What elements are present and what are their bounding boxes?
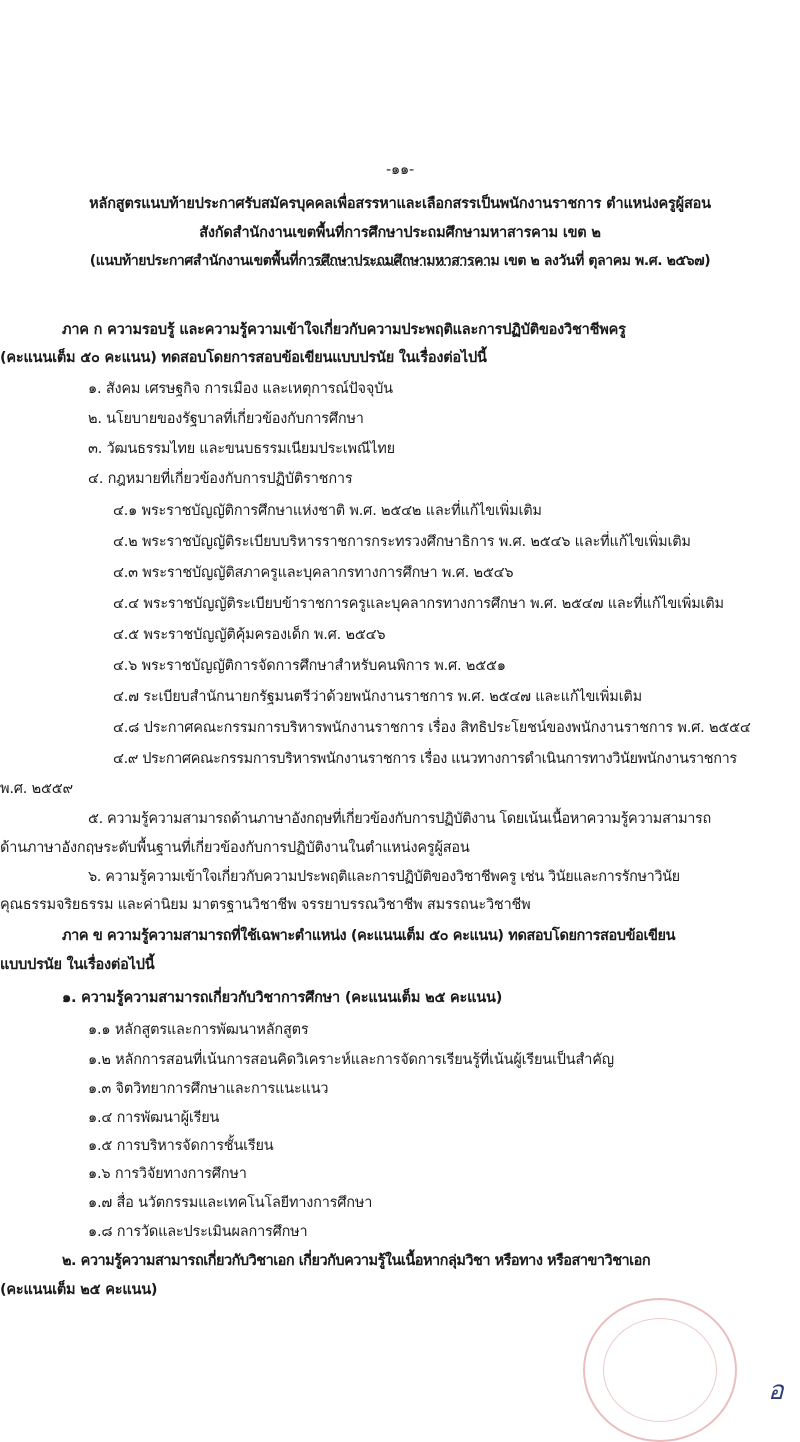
part-a-item-3: ๓. วัฒนธรรมไทย และขนบธรรมเนียมประเพณีไทย	[88, 441, 395, 457]
part-b-item-1-4: ๑.๔ การพัฒนาผู้เรียน	[88, 1110, 220, 1126]
part-b-item-1-7: ๑.๗ สื่อ นวัตกรรมและเทคโนโลยีทางการศึกษา	[88, 1195, 373, 1211]
part-b-item-1-1: ๑.๑ หลักสูตรและการพัฒนาหลักสูตร	[88, 1022, 309, 1038]
dotted-separator	[309, 264, 494, 266]
title-line-2: สังกัดสำนักงานเขตพื้นที่การศึกษาประถมศึกษามหาสารคาม เขต ๒	[199, 225, 601, 241]
part-a-item-4-7: ๔.๗ ระเบียบสำนักนายกรัฐมนตรีว่าด้วยพนักงานราชการ พ.ศ. ๒๕๔๗ และแก้ไขเพิ่มเติม	[113, 689, 642, 705]
part-b-heading-line-1: ภาค ข ความรู้ความสามารถที่ใช้เฉพาะตำแหน่ง (คะแนนเต็ม ๕๐ คะแนน) ทดสอบโดยการสอบข้อเขียน	[62, 928, 676, 944]
part-b-item-1: ๑. ความรู้ความสามารถเกี่ยวกับวิชาการศึกษา (คะแนนเต็ม ๒๕ คะแนน)	[62, 990, 503, 1006]
part-b-item-2-line-2: (คะแนนเต็ม ๒๕ คะแนน)	[0, 1282, 158, 1298]
part-a-item-4-8: ๔.๘ ประกาศคณะกรรมการบริหารพนักงานราชการ เรื่อง สิทธิประโยชน์ของพนักงานราชการ พ.ศ. ๒๕๕๔	[113, 720, 751, 736]
official-seal-stamp	[583, 1298, 737, 1442]
part-a-item-1: ๑. สังคม เศรษฐกิจ การเมือง และเหตุการณ์ปัจจุบัน	[88, 381, 393, 397]
part-a-item-5-line-2: ด้านภาษาอังกฤษระดับพื้นฐานที่เกี่ยวข้องกับการปฏิบัติงานในตำแหน่งครูผู้สอน	[0, 840, 470, 856]
part-b-item-1-6: ๑.๖ การวิจัยทางการศึกษา	[88, 1166, 247, 1182]
part-b-item-1-3: ๑.๓ จิตวิทยาการศึกษาและการแนะแนว	[88, 1081, 329, 1097]
part-b-heading-line-2: แบบปรนัย ในเรื่องต่อไปนี้	[0, 957, 155, 973]
part-a-item-4: ๔. กฎหมายที่เกี่ยวข้องกับการปฏิบัติราชการ	[88, 471, 353, 487]
part-a-item-4-4: ๔.๔ พระราชบัญญัติระเบียบข้าราชการครูและบุคลากรทางการศึกษา พ.ศ. ๒๕๔๗ และที่แก้ไขเพิ่มเติม	[113, 596, 724, 612]
title-line-1: หลักสูตรแนบท้ายประกาศรับสมัครบุคคลเพื่อสรรหาและเลือกสรรเป็นพนักงานราชการ ตำแหน่งครูผู้สอน	[89, 196, 711, 212]
part-a-item-6-line-1: ๖. ความรู้ความเข้าใจเกี่ยวกับความประพฤติและการปฏิบัติของวิชาชีพครู เช่น วินัยและการรักษาวินัย	[88, 869, 680, 885]
part-b-item-1-5: ๑.๕ การบริหารจัดการชั้นเรียน	[88, 1138, 274, 1154]
part-a-item-5-line-1: ๕. ความรู้ความสามารถด้านภาษาอังกฤษที่เกี่ยวข้องกับการปฏิบัติงาน โดยเน้นเนื้อหาความรู้ความสามารถ	[88, 811, 711, 827]
title-line-3: (แนบท้ายประกาศสำนักงานเขตพื้นที่การศึกษาประถมศึกษามหาสารคาม เขต ๒ ลงวันที่ ตุลาคม พ.ศ. ๒๕๖๗)	[89, 253, 711, 269]
part-a-heading-line-2: (คะแนนเต็ม ๕๐ คะแนน) ทดสอบโดยการสอบข้อเขียนแบบปรนัย ในเรื่องต่อไปนี้	[0, 350, 487, 366]
part-a-item-4-9-line-2: พ.ศ. ๒๕๕๙	[0, 781, 73, 797]
part-a-item-4-3: ๔.๓ พระราชบัญญัติสภาครูและบุคลากรทางการศึกษา พ.ศ. ๒๕๔๖	[113, 565, 514, 581]
part-a-item-4-9-line-1: ๔.๙ ประกาศคณะกรรมการบริหารพนักงานราชการ เรื่อง แนวทางการดำเนินการทางวินัยพนักงานราชการ	[113, 751, 737, 767]
part-a-item-4-2: ๔.๒ พระราชบัญญัติระเบียบบริหารราชการกระทรวงศึกษาธิการ พ.ศ. ๒๕๔๖ และที่แก้ไขเพิ่มเติม	[113, 534, 691, 550]
part-b-item-2-line-1: ๒. ความรู้ความสามารถเกี่ยวกับวิชาเอก เกี่ยวกับความรู้ในเนื้อหากลุ่มวิชา หรือทาง หรือสาขาวิชาเอก	[62, 1253, 651, 1269]
part-a-item-4-1: ๔.๑ พระราชบัญญัติการศึกษาแห่งชาติ พ.ศ. ๒๕๔๒ และที่แก้ไขเพิ่มเติม	[113, 503, 542, 519]
part-b-item-1-2: ๑.๒ หลักการสอนที่เน้นการสอนคิดวิเคราะห์และการจัดการเรียนรู้ที่เน้นผู้เรียนเป็นสำคัญ	[88, 1052, 614, 1068]
page-number: -๑๑-	[385, 162, 415, 178]
part-a-item-6-line-2: คุณธรรมจริยธรรม และค่านิยม มาตรฐานวิชาชีพ จรรยาบรรณวิชาชีพ สมรรถนะวิชาชีพ	[0, 897, 531, 913]
part-a-heading-line-1: ภาค ก ความรอบรู้ และความรู้ความเข้าใจเกี่ยวกับความประพฤติและการปฏิบัติของวิชาชีพครู	[62, 322, 626, 338]
part-a-item-4-5: ๔.๕ พระราชบัญญัติคุ้มครองเด็ก พ.ศ. ๒๕๔๖	[113, 627, 386, 643]
part-a-item-2: ๒. นโยบายของรัฐบาลที่เกี่ยวข้องกับการศึกษา	[88, 411, 364, 427]
handwritten-signature: อ	[768, 1376, 784, 1406]
part-a-item-4-6: ๔.๖ พระราชบัญญัติการจัดการศึกษาสำหรับคนพิการ พ.ศ. ๒๕๕๑	[113, 658, 506, 674]
part-b-item-1-8: ๑.๘ การวัดและประเมินผลการศึกษา	[88, 1224, 308, 1240]
